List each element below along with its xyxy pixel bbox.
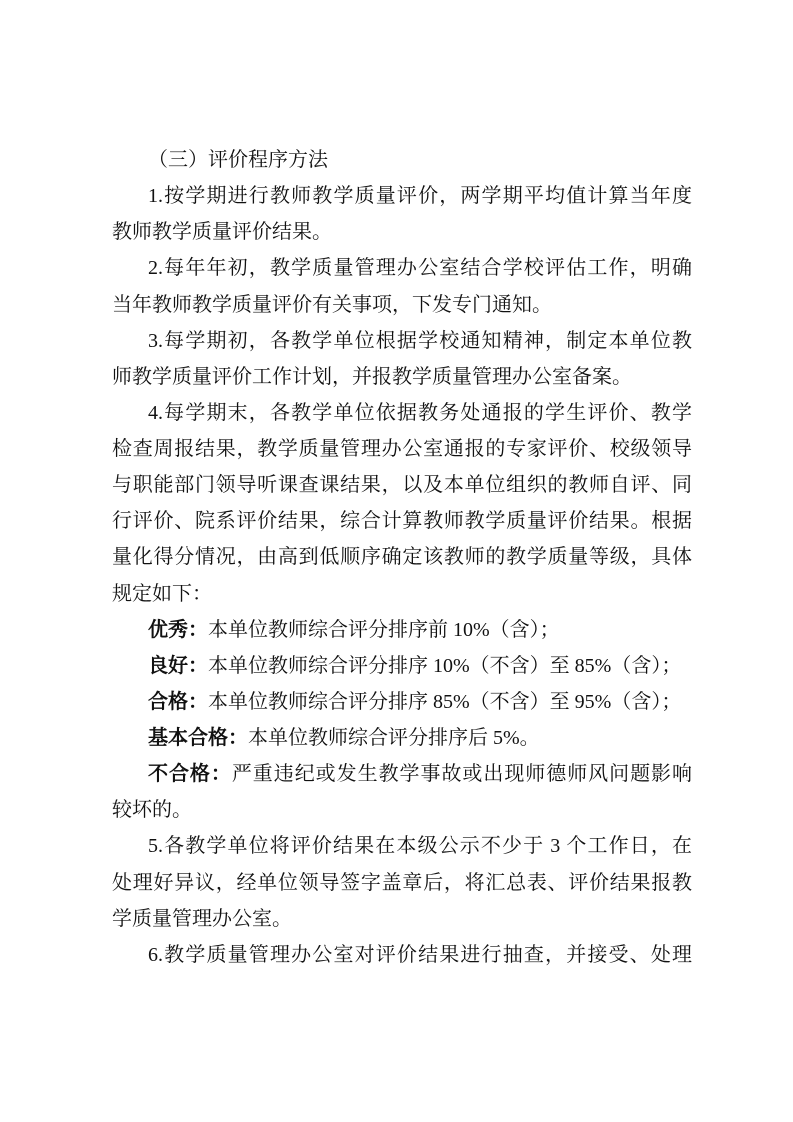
grade-good [112, 648, 692, 684]
paragraph-2-line: 2.每年年初，教学质量管理办公室结合学校评估工作，明确 [148, 257, 692, 280]
grade-label: 合格： [148, 690, 208, 713]
paragraph-1-line: 1.按学期进行教师教学质量评价，两学期平均值计算当年度 [148, 185, 692, 208]
paragraph-5-line: 5.各教学单位将评价结果在本级公示不少于 3 个工作日，在 [148, 835, 692, 858]
paragraph-5-line: 处理好异议，经单位领导签字盖章后，将汇总表、评价结果报教 [112, 871, 692, 894]
grade-text: 本单位教师综合评分排序 10%（不含）至 85%（含）； [208, 654, 682, 677]
grade-fail-line: 较坏的。 [112, 799, 192, 822]
grade-pass [112, 684, 692, 720]
grade-label: 优秀： [148, 618, 208, 641]
grade-text: 本单位教师综合评分排序 85%（不含）至 95%（含）； [208, 690, 682, 713]
paragraph-3-line: 师教学质量评价工作计划，并报教学质量管理办公室备案。 [112, 365, 632, 388]
paragraph-4-line: 4.每学期末，各教学单位依据教务处通报的学生评价、教学 [148, 401, 692, 424]
paragraph-4-line: 规定如下： [112, 582, 212, 605]
grade-text: 严重违纪或发生教学事故或出现师德师风问题影响 [231, 763, 692, 786]
grade-basic-pass [112, 720, 692, 756]
paragraph-4-line: 检查周报结果，教学质量管理办公室通报的专家评价、校级领导 [112, 438, 692, 460]
grade-fail [112, 756, 692, 792]
grade-label: 基本合格： [148, 727, 248, 749]
paragraph-4-line: 与职能部门领导听课查课结果，以及本单位组织的教师自评、同 [112, 474, 692, 497]
paragraph-6-line: 6.教学质量管理办公室对评价结果进行抽查，并接受、处理 [148, 943, 692, 966]
paragraph-5-line: 学质量管理办公室。 [112, 907, 292, 930]
paragraph-2-line: 当年教师教学质量评价有关事项，下发专门通知。 [112, 293, 552, 316]
document-body [112, 142, 692, 973]
paragraph-1-line: 教师教学质量评价结果。 [112, 221, 332, 244]
grade-excellent [112, 612, 692, 648]
paragraph-4-line: 量化得分情况，由高到低顺序确定该教师的教学质量等级，具体 [112, 546, 692, 569]
grade-label: 不合格： [148, 763, 232, 786]
section-heading: （三）评价程序方法 [148, 149, 328, 171]
grade-text: 本单位教师综合评分排序前 10%（含）； [208, 618, 560, 641]
paragraph-4-line: 行评价、院系评价结果，综合计算教师教学质量评价结果。根据 [112, 510, 692, 533]
grade-text: 本单位教师综合评分排序后 5%。 [248, 727, 540, 749]
paragraph-3-line: 3.每学期初，各教学单位根据学校通知精神，制定本单位教 [148, 329, 692, 352]
grade-label: 良好： [148, 654, 208, 677]
